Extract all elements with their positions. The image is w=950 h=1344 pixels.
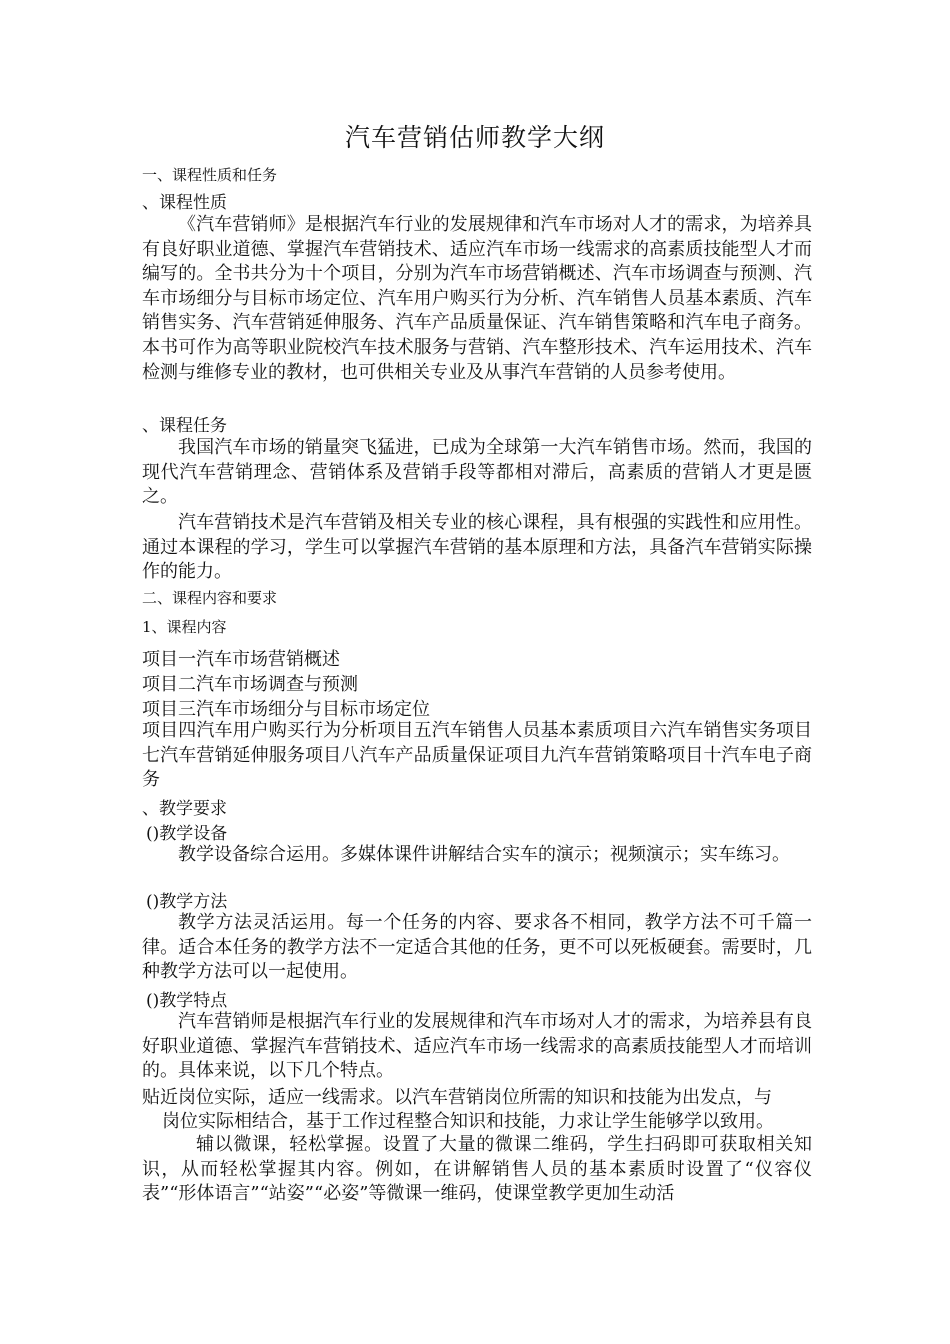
requirement-heading-features: ()教学特点: [146, 991, 228, 1011]
paragraph-micro-courses: 辅以微课，轻松掌握。设置了大量的微课二维码，学生扫码即可获取相关知识，从而轻松掌握其内容。例如，在讲解销售人员的基本素质时设置了“仪容仪表”“形体语言”“站姿”“必姿”等微课一维码，使课堂教学更加生动活: [142, 1134, 812, 1205]
subsection-course-task: 、课程任务: [142, 416, 227, 436]
paragraph-equipment: 教学设备综合运用。多媒体课件讲解结合实车的演示；视频演示；实车练习。: [178, 844, 790, 865]
requirement-heading-methods: ()教学方法: [146, 892, 228, 912]
section-heading-1: 一、课程性质和任务: [142, 166, 278, 184]
document-title: 汽车营销估师教学大纲: [344, 123, 605, 152]
subsection-course-nature: 、课程性质: [142, 193, 227, 213]
requirement-heading-equipment: ()教学设备: [146, 824, 228, 844]
paragraph-course-nature: 《汽车营销师》是根据汽车行业的发展规律和汽车市场对人才的需求，为培养具有良好职业道德、掌握汽车营销技术、适应汽车市场一线需求的高素质技能型人才而编写的。全书共分为十个项目，分别为汽车市场营销概述、汽车市场调查与预测、汽车市场细分与目标市场定位、汽车用户购买行为分析、汽车销售人员基本素质、汽车销售实务、汽车营销延伸服务、汽车产品质量保证、汽车销售策略和汽车电子商务。本书可作为高等职业院校汽车技术服务与营销、汽车整形技术、汽车运用技术、汽车检测与维修专业的教材，也可供相关专业及从事汽车营销的人员参考使用。: [142, 214, 812, 383]
paragraph-methods: 教学方法灵活运用。每一个任务的内容、要求各不相同，教学方法不可千篇一律。适合本任务的教学方法不一定适合其他的任务，更不可以死板硬套。需要时，几种教学方法可以一起使用。: [142, 912, 812, 983]
list-item-project-3: 项目三汽车市场细分与目标市场定位: [142, 699, 430, 720]
paragraph-market-status: 我国汽车市场的销量突飞猛进，已成为全球第一大汽车销售市场。然而，我国的现代汽车营销理念、营销体系及营销手段等都相对滞后，高素质的营销人才更是匮之。: [142, 437, 812, 508]
paragraph-job-oriented-line1: 贴近岗位实际，适应一线需求。以汽车营销岗位所需的知识和技能为出发点，与: [142, 1087, 772, 1108]
section-heading-2: 二、课程内容和要求: [142, 589, 278, 607]
paragraph-course-role: 汽车营销技术是汽车营销及相关专业的核心课程，具有根强的实践性和应用性。通过本课程的学习，学生可以掌握汽车营销的基本原理和方法，具备汽车营销实际操作的能力。: [142, 512, 812, 583]
list-item-project-2: 项目二汽车市场调查与预测: [142, 674, 358, 695]
subsection-course-content: 1、课程内容: [142, 618, 227, 636]
paragraph-project-list: 项目四汽车用户购买行为分析项目五汽车销售人员基本素质项目六汽车销售实务项目七汽车营销延伸服务项目八汽车产品质量保证项目九汽车营销策略项目十汽车电子商务: [142, 720, 812, 791]
paragraph-features: 汽车营销师是根据汽车行业的发展规律和汽车市场对人才的需求，为培养县有良好职业道德、掌握汽车营销技术、适应汽车市场一线需求的高素质技能型人才而培训的。具体来说，以下几个特点。: [142, 1011, 812, 1082]
paragraph-job-oriented-line2: 岗位实际相结合，基于工作过程整合知识和技能，力求让学生能够学以致用。: [162, 1111, 774, 1132]
subsection-teaching-requirements: 、教学要求: [142, 799, 227, 819]
list-item-project-1: 项目一汽车市场营销概述: [142, 649, 340, 670]
